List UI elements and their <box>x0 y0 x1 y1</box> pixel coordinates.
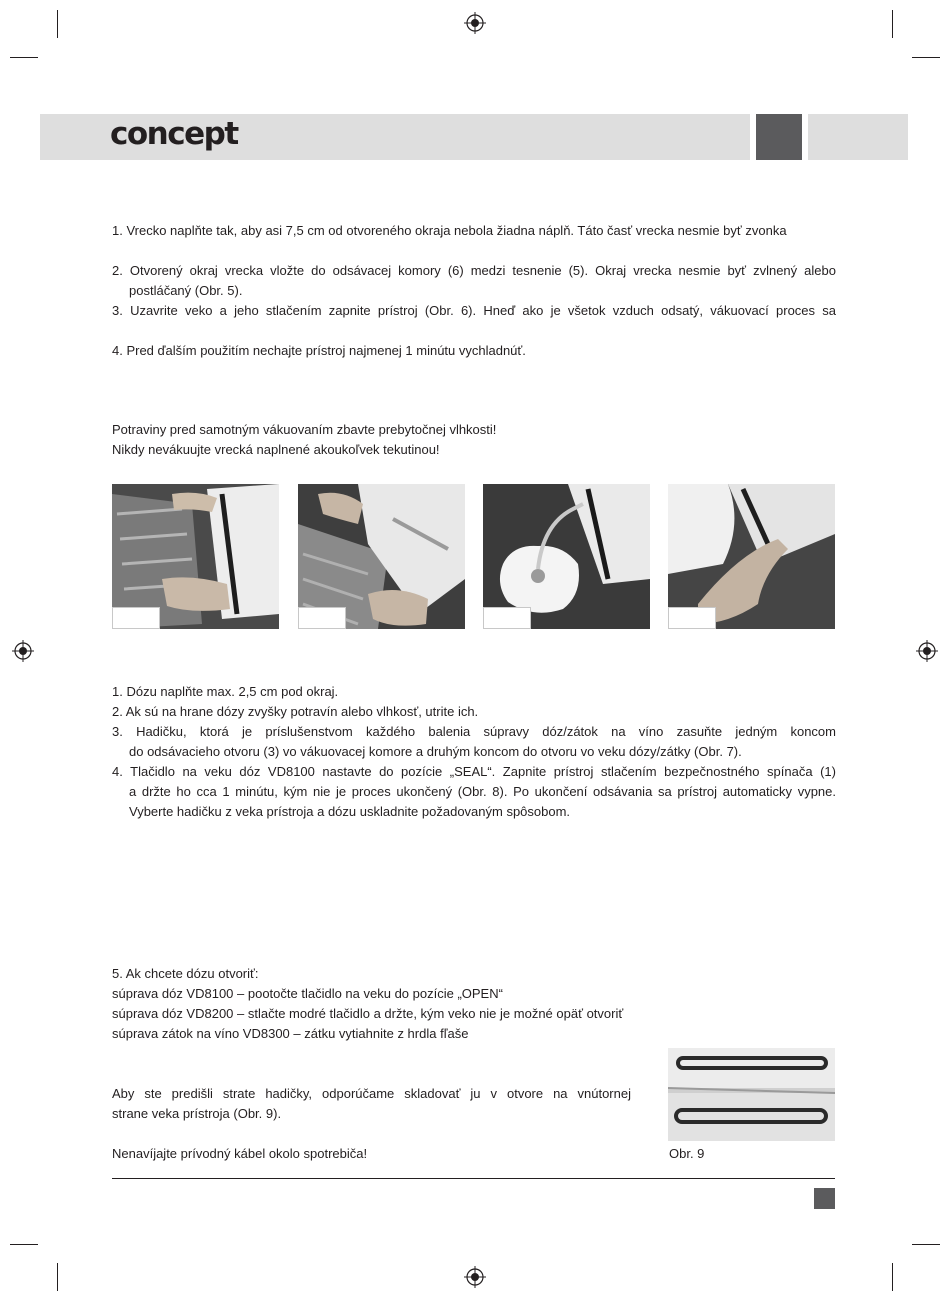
crop-mark <box>892 1263 893 1291</box>
footer-rule <box>112 1178 835 1179</box>
container-step-continuation: do odsávacieho otvoru (3) vo vákuovacej komore a druhým koncom do otvoru vo veku dózy/zátky (Obr. 7). <box>129 744 742 759</box>
crop-mark <box>57 10 58 38</box>
instruction-item: 2. Otvorený okraj vrecka vložte do odsávacej komory (6) medzi tesnenie (5). Okraj vrecka nesmie byť zvlnený alebo <box>112 263 836 278</box>
crop-mark <box>912 57 940 58</box>
open-container-variant: súprava dóz VD8200 – stlačte modré tlačidlo a držte, kým veko nie je možné opäť otvoriť <box>112 1006 624 1021</box>
header-accent-block <box>756 114 802 160</box>
container-step: 3. Hadičku, ktorá je príslušenstvom každého balenia súpravy dóz/zátok na víno zasuňte jedným koncom <box>112 724 836 739</box>
storage-tip-continuation: strane veka prístroja (Obr. 9). <box>112 1106 282 1121</box>
photo-hose-to-container <box>483 484 650 629</box>
photo-label-box <box>668 607 716 629</box>
photo-label-box <box>298 607 346 629</box>
registration-mark-icon <box>464 1266 486 1288</box>
crop-mark <box>57 1263 58 1291</box>
registration-mark-icon <box>12 640 34 662</box>
instruction-item: 3. Uzavrite veko a jeho stlačením zapnite prístroj (Obr. 6). Hneď ako je všetok vzduch odsatý, vákuovací proces sa <box>112 303 836 318</box>
crop-mark <box>10 57 38 58</box>
container-step: 4. Tlačidlo na veku dóz VD8100 nastavte do pozície „SEAL“. Zapnite prístroj stlačením bezpečnostného spínača (1) <box>112 764 836 779</box>
liquid-warning: Nikdy nevákuujte vrecká naplnené akoukoľvek tekutinou! <box>112 442 440 457</box>
photo-bag-in-sealer <box>112 484 279 629</box>
photo-pressing-button <box>668 484 835 629</box>
open-container-variant: súprava zátok na víno VD8300 – zátku vytiahnite z hrdla fľaše <box>112 1026 469 1041</box>
instruction-item: 1. Vrecko naplňte tak, aby asi 7,5 cm od otvoreného okraja nebola žiadna náplň. Táto časť vrecka nesmie byť zvonka <box>112 223 787 238</box>
moisture-note: Potraviny pred samotným vákuovaním zbavte prebytočnej vlhkosti! <box>112 422 497 437</box>
open-container-step: 5. Ak chcete dózu otvoriť: <box>112 966 259 981</box>
page-marker-block <box>814 1188 835 1209</box>
header-band-end <box>808 114 908 160</box>
crop-mark <box>892 10 893 38</box>
container-step-continuation: Vyberte hadičku z veka prístroja a dózu uskladnite požadovaným spôsobom. <box>129 804 571 819</box>
figure-caption: Obr. 9 <box>669 1146 705 1161</box>
photo-label-box <box>112 607 160 629</box>
instruction-item: 4. Pred ďalším použitím nechajte prístroj najmenej 1 minútu vychladnúť. <box>112 343 526 358</box>
brand-logo: concept <box>110 116 238 152</box>
storage-tip: Aby ste predišli strate hadičky, odporúčame skladovať ju v otvore na vnútornej <box>112 1086 631 1101</box>
photo-label-box <box>483 607 531 629</box>
registration-mark-icon <box>464 12 486 34</box>
container-step: 2. Ak sú na hrane dózy zvyšky potravín alebo vlhkosť, utrite ich. <box>112 704 479 719</box>
registration-mark-icon <box>916 640 938 662</box>
cable-warning: Nenavíjajte prívodný kábel okolo spotrebiča! <box>112 1146 368 1161</box>
crop-mark <box>10 1244 38 1245</box>
container-step-continuation: a držte ho cca 1 minútu, kým nie je proces ukončený (Obr. 8). Po ukončení odsávania sa prístroj automaticky vypne. <box>129 784 836 799</box>
instruction-item-continuation: postláčaný (Obr. 5). <box>129 283 243 298</box>
container-step: 1. Dózu naplňte max. 2,5 cm pod okraj. <box>112 684 339 699</box>
figure-9-photo <box>668 1048 835 1141</box>
open-container-variant: súprava dóz VD8100 – pootočte tlačidlo na veku do pozície „OPEN“ <box>112 986 503 1001</box>
crop-mark <box>912 1244 940 1245</box>
photo-closing-lid <box>298 484 465 629</box>
